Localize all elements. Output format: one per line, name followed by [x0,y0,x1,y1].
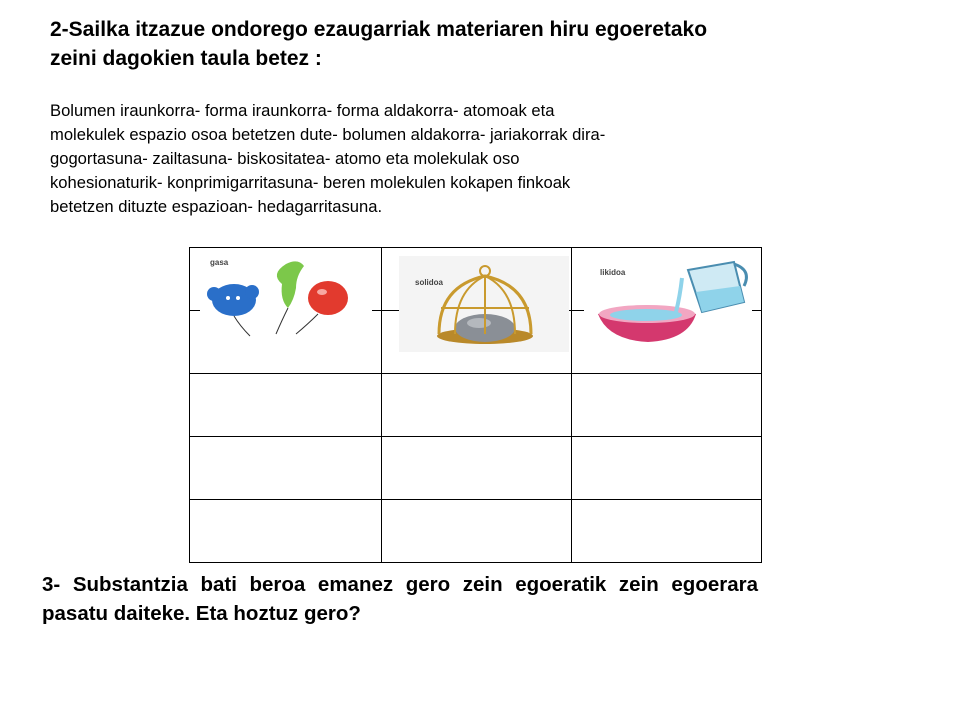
solid-caption: solidoa [415,278,444,287]
body-line: gogortasuna- zailtasuna- biskositatea- atomo eta molekulak oso [50,149,520,168]
table-cell[interactable] [572,500,762,563]
birdcage-stone-icon [399,256,569,352]
table-cell[interactable] [190,500,382,563]
table-cell[interactable] [382,374,572,437]
body-line: kohesionaturik- konprimigarritasuna- beren molekulen kokapen finkoak [50,173,571,192]
table-cell[interactable] [572,437,762,500]
question-2-body [50,99,780,219]
question-3: 3- Substantzia bati beroa emanez gero zein egoeratik zein egoerara pasatu daiteke. Eta hoztuz gero? [42,573,758,625]
balloons-icon [200,254,372,346]
body-line: betetzen dituzte espazioan- hedagarritasuna. [50,197,383,216]
gas-caption: gasa [210,258,229,267]
table-cell[interactable] [190,374,382,437]
table-cell[interactable] [572,374,762,437]
liquid-caption: likidoa [600,268,626,277]
question-2-title: 2-Sailka itzazue ondorego ezaugarriak materiaren hiru egoeretako zeini dagokien taula betez : [50,18,708,70]
solid-image [399,256,569,352]
table-cell[interactable] [382,437,572,500]
body-line: molekulek espazio osoa betetzen dute- bolumen aldakorra- jariakorrak dira- [50,125,606,144]
table-cell[interactable] [382,500,572,563]
liquid-image [584,256,752,346]
gas-image [200,254,372,346]
table-cell[interactable] [190,437,382,500]
body-line: Bolumen iraunkorra- forma iraunkorra- forma aldakorra- atomoak eta [50,101,555,120]
